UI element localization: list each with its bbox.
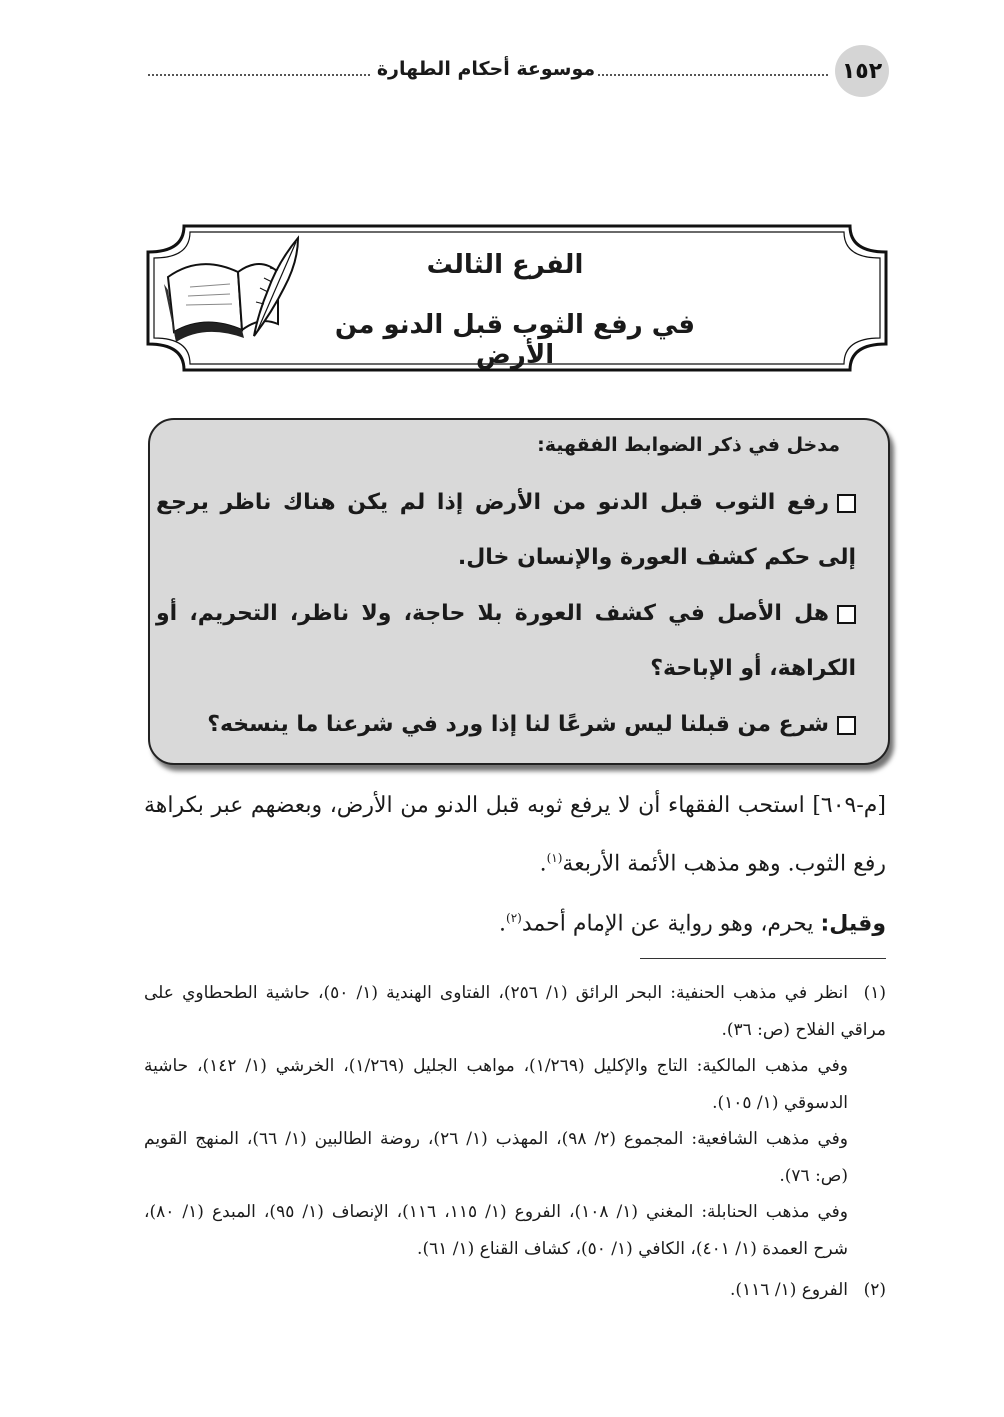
footnote-line: وفي مذهب الحنابلة: المغني (١/ ١٠٨)، الفروع (١/ ١١٥، ١١٦)، الإنصاف (١/ ٩٥)، المبدع (١/ ٨٠)، شرح العمدة (١/ ٤٠١)، الكافي (١/ ٥٠)، كشاف القناع (١/ ٦١). — [144, 1202, 848, 1259]
checkbox-icon — [837, 605, 856, 624]
footnote-line: وفي مذهب المالكية: التاج والإكليل (١/٢٦٩)، مواهب الجليل (١/٢٦٩)، الخرشي (١/ ١٤٢)، حاشية الدسوقي (١/ ١٠٥). — [144, 1056, 848, 1113]
checkbox-icon — [837, 494, 856, 513]
paragraph-text: يحرم، وهو رواية عن الإمام أحمد — [521, 911, 821, 937]
section-title: الفرع الثالث — [426, 250, 584, 280]
footnote-text: انظر في مذهب الحنفية: البحر الرائق (١/ ٢٥٦)، الفتاوى الهندية (١/ ٥٠)، حاشية الطحطاوي على مراقي الفلاح (ص: ٣٦). — [144, 983, 886, 1040]
header-dots-left — [148, 74, 370, 76]
paragraph-text: [م-٦٠٩] استحب الفقهاء أن لا يرفع ثوبه قبل الدنو من الأرض، وبعضهم عبر بكراهة رفع الثوب. وهو مذهب الأئمة الأربعة — [144, 793, 886, 877]
page-number: ١٥٢ — [835, 45, 889, 97]
checkbox-icon — [837, 716, 856, 735]
intro-bullet-text: رفع الثوب قبل الدنو من الأرض إذا لم يكن هناك ناظر يرجع إلى حكم كشف العورة والإنسان خال. — [156, 490, 856, 570]
footnote-ref[interactable]: (١) — [546, 851, 563, 865]
intro-bullet-1 — [156, 475, 856, 585]
book-title: موسوعة أحكام الطهارة — [376, 58, 596, 80]
footnote-line — [144, 975, 886, 1048]
intro-box-heading: مدخل في ذكر الضوابط الفقهية: — [537, 434, 840, 456]
book-quill-icon — [160, 232, 310, 347]
footnote-number: (٢) — [863, 1280, 886, 1300]
section-subtitle: في رفع الثوب قبل الدنو من الأرض — [334, 310, 696, 370]
intro-bullet-2 — [156, 586, 856, 696]
intro-bullet-3 — [156, 697, 856, 752]
footnote-line: وفي مذهب الشافعية: المجموع (٢/ ٩٨)، المهذب (١/ ٢٦)، روضة الطالبين (١/ ٦٦)، المنهج القويم (ص: ٧٦). — [144, 1129, 848, 1186]
footnote-1 — [144, 975, 886, 1267]
footnote-separator — [640, 958, 886, 959]
body-paragraph-2: وقيل: يحرم، وهو رواية عن الإمام أحمد$^{(٢)}$. — [499, 911, 886, 937]
footnote-text: الفروع (١/ ١١٦). — [729, 1280, 848, 1300]
intro-bullet-text: هل الأصل في كشف العورة بلا حاجة، ولا ناظر، التحريم، أو الكراهة، أو الإباحة؟ — [156, 601, 856, 681]
header-dots-right — [598, 74, 828, 76]
intro-bullet-text: شرع من قبلنا ليس شرعًا لنا إذا ورد في شرعنا ما ينسخه؟ — [207, 712, 829, 737]
body-paragraph-1: [م-٦٠٩] استحب الفقهاء أن لا يرفع ثوبه قبل الدنو من الأرض، وبعضهم عبر بكراهة رفع الثوب. وهو مذهب الأئمة الأربعة$^{(١)}$. — [144, 793, 886, 877]
paragraph-lead: وقيل: — [820, 911, 886, 937]
footnote-ref[interactable]: (٢) — [506, 911, 522, 925]
footnote-number: (١) — [863, 983, 887, 1003]
footnote-2 — [144, 1272, 886, 1309]
